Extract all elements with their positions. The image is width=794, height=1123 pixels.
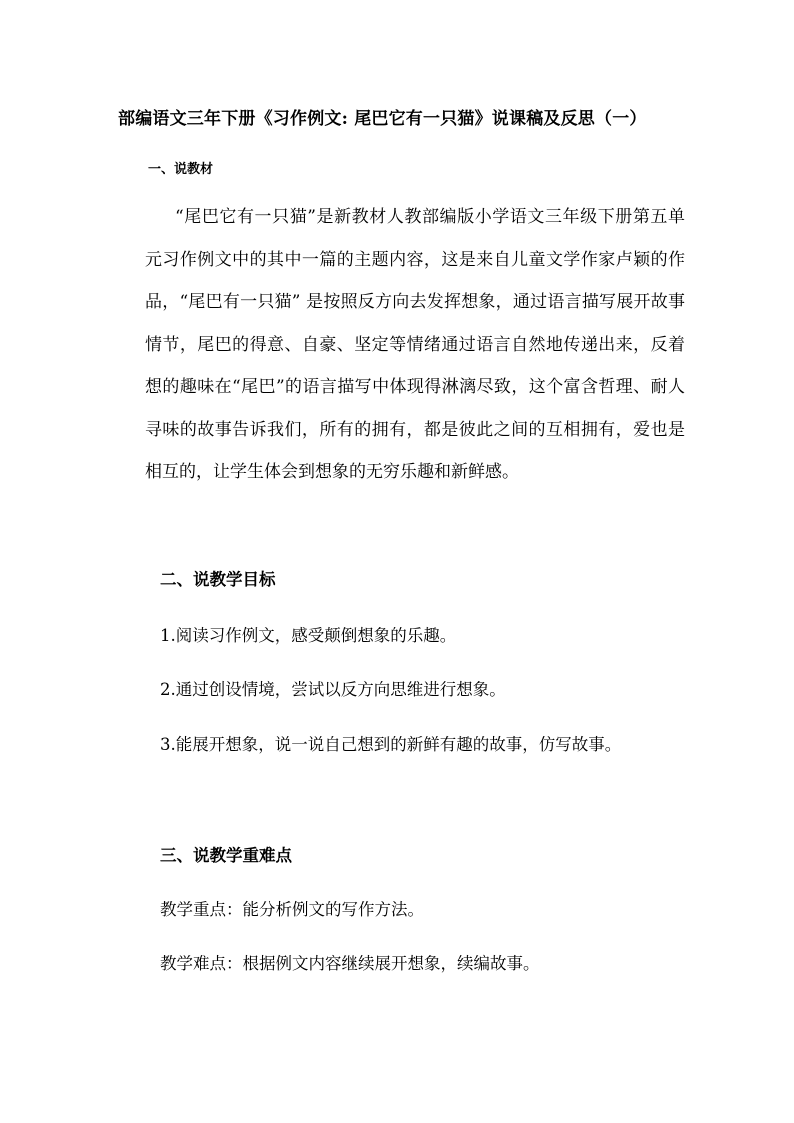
teaching-goal-item: 3.能展开想象，说一说自己想到的新鲜有趣的故事，仿写故事。 [160, 735, 622, 754]
document-title: 部编语文三年下册《习作例文: 尾巴它有一只猫》说课稿及反思（一） [118, 109, 647, 129]
textbook-paragraph [145, 196, 685, 494]
section-heading-textbook: 一、说教材 [148, 162, 214, 177]
textbook-paragraph-text: “尾巴它有一只猫”是新教材人教部编版小学语文三年级下册第五单元习作例文中的其中一篇的主题内容，这是来自儿童文学作家卢颖的作品，“尾巴有一只猫” 是按照反方向去发挥想象，通过语言描写展开故事情节，尾巴的得意、自豪、坚定等情绪通过语言自然地传递出来，反着想的趣味在“尾巴”的语言描写中体现得淋漓尽致，这个富含哲理、耐人寻味的故事告诉我们，所有的拥有，都是彼此之间的互相拥有，爱也是相互的，让学生体会到想象的无穷乐趣和新鲜感。 [145, 207, 685, 482]
section-heading-key-difficult-points: 三、说教学重难点 [160, 846, 292, 865]
key-point-line: 教学重点：能分析例文的写作方法。 [160, 900, 424, 919]
teaching-goal-item: 2.通过创设情境，尝试以反方向思维进行想象。 [160, 680, 506, 699]
section-heading-teaching-goals: 二、说教学目标 [160, 570, 276, 589]
difficult-point-line: 教学难点：根据例文内容继续展开想象，续编故事。 [160, 954, 540, 973]
teaching-goal-item: 1.阅读习作例文，感受颠倒想象的乐趣。 [160, 626, 457, 645]
